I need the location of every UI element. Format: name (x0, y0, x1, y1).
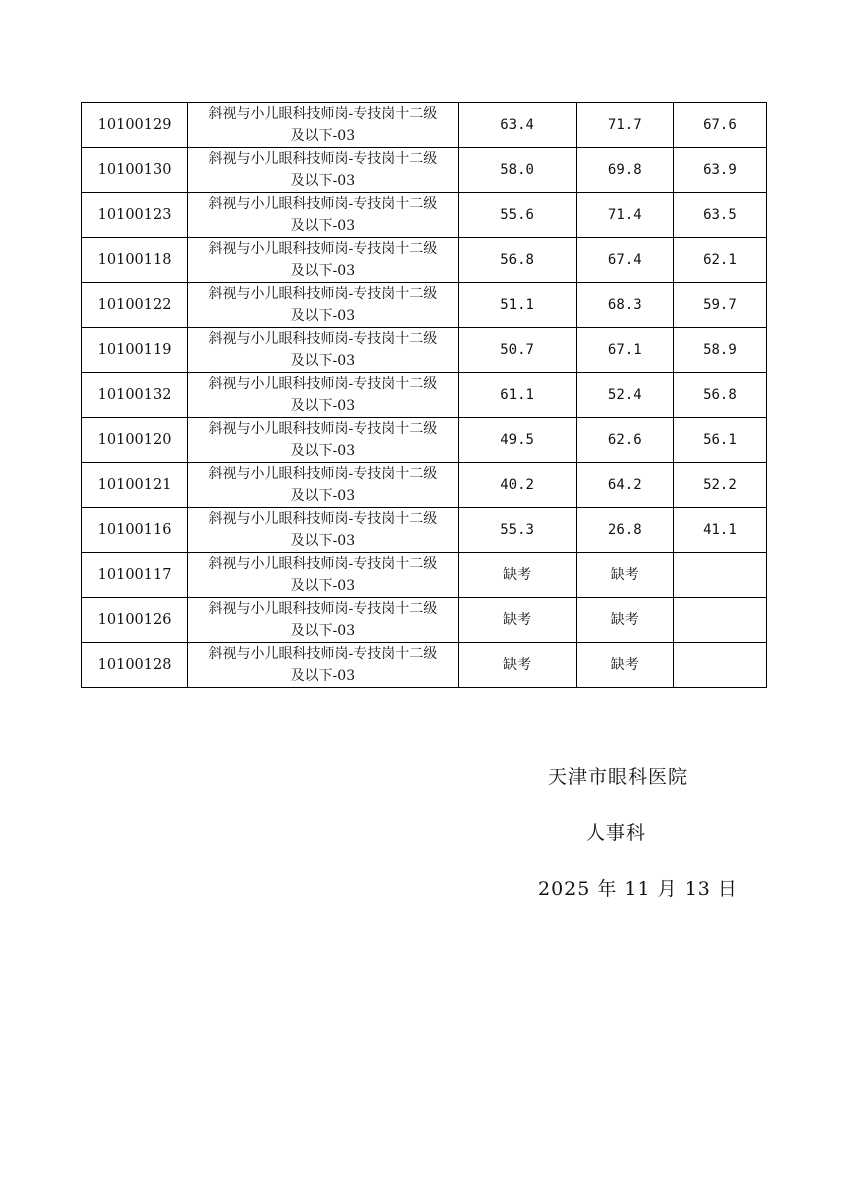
score-c-cell: 63.9 (673, 148, 766, 193)
table-row (82, 148, 767, 193)
post-name-line: 斜视与小儿眼科技师岗-专技岗十二级 (208, 241, 438, 257)
table-row (82, 643, 767, 688)
post-name-cell (188, 463, 458, 508)
candidate-id-cell: 10100126 (82, 598, 188, 643)
score-b-cell: 69.8 (576, 148, 673, 193)
candidate-id-cell: 10100120 (82, 418, 188, 463)
score-a-cell: 56.8 (458, 238, 576, 283)
score-a-cell: 61.1 (458, 373, 576, 418)
post-name-cell (188, 103, 458, 148)
post-name-line: 及以下-03 (290, 173, 356, 189)
post-name-line: 斜视与小儿眼科技师岗-专技岗十二级 (208, 556, 438, 572)
post-name-line: 斜视与小儿眼科技师岗-专技岗十二级 (208, 376, 438, 392)
score-c-cell (673, 598, 766, 643)
post-name-line: 斜视与小儿眼科技师岗-专技岗十二级 (208, 421, 438, 437)
score-a-cell: 40.2 (458, 463, 576, 508)
score-b-cell: 67.1 (576, 328, 673, 373)
department-name: 人事科 (586, 822, 647, 844)
candidate-id-cell: 10100132 (82, 373, 188, 418)
post-name-line: 及以下-03 (290, 218, 356, 234)
candidate-id-cell: 10100123 (82, 193, 188, 238)
score-c-cell: 52.2 (673, 463, 766, 508)
post-name-cell (188, 193, 458, 238)
score-a-cell: 49.5 (458, 418, 576, 463)
post-name-line: 及以下-03 (290, 308, 356, 324)
score-c-cell: 41.1 (673, 508, 766, 553)
table-row (82, 373, 767, 418)
score-a-cell: 缺考 (458, 643, 576, 688)
post-name-cell (188, 283, 458, 328)
score-b-cell: 26.8 (576, 508, 673, 553)
score-c-cell: 67.6 (673, 103, 766, 148)
post-name-line: 斜视与小儿眼科技师岗-专技岗十二级 (208, 331, 438, 347)
candidate-id-cell: 10100122 (82, 283, 188, 328)
score-c-cell: 56.1 (673, 418, 766, 463)
score-table-body (82, 103, 767, 688)
score-a-cell: 58.0 (458, 148, 576, 193)
post-name-line: 斜视与小儿眼科技师岗-专技岗十二级 (208, 511, 438, 527)
score-b-cell: 62.6 (576, 418, 673, 463)
score-table (81, 102, 767, 688)
candidate-id-cell: 10100129 (82, 103, 188, 148)
table-row (82, 328, 767, 373)
table-row (82, 508, 767, 553)
post-name-line: 及以下-03 (290, 398, 356, 414)
score-b-cell: 71.4 (576, 193, 673, 238)
post-name-line: 及以下-03 (290, 623, 356, 639)
score-c-cell: 62.1 (673, 238, 766, 283)
post-name-cell (188, 328, 458, 373)
post-name-cell (188, 373, 458, 418)
score-a-cell: 55.3 (458, 508, 576, 553)
score-a-cell: 51.1 (458, 283, 576, 328)
post-name-line: 及以下-03 (290, 533, 356, 549)
post-name-cell (188, 238, 458, 283)
score-c-cell (673, 553, 766, 598)
candidate-id-cell: 10100128 (82, 643, 188, 688)
score-c-cell: 58.9 (673, 328, 766, 373)
score-c-cell: 63.5 (673, 193, 766, 238)
post-name-line: 斜视与小儿眼科技师岗-专技岗十二级 (208, 646, 438, 662)
post-name-line: 斜视与小儿眼科技师岗-专技岗十二级 (208, 196, 438, 212)
post-name-cell (188, 508, 458, 553)
score-c-cell: 59.7 (673, 283, 766, 328)
score-a-cell: 50.7 (458, 328, 576, 373)
score-a-cell: 55.6 (458, 193, 576, 238)
post-name-line: 斜视与小儿眼科技师岗-专技岗十二级 (208, 286, 438, 302)
candidate-id-cell: 10100130 (82, 148, 188, 193)
score-a-cell: 63.4 (458, 103, 576, 148)
table-row (82, 283, 767, 328)
table-row (82, 238, 767, 283)
post-name-cell (188, 598, 458, 643)
post-name-line: 斜视与小儿眼科技师岗-专技岗十二级 (208, 106, 438, 122)
score-b-cell: 52.4 (576, 373, 673, 418)
score-b-cell: 缺考 (576, 553, 673, 598)
candidate-id-cell: 10100118 (82, 238, 188, 283)
score-b-cell: 71.7 (576, 103, 673, 148)
score-a-cell: 缺考 (458, 598, 576, 643)
post-name-line: 斜视与小儿眼科技师岗-专技岗十二级 (208, 466, 438, 482)
score-b-cell: 缺考 (576, 643, 673, 688)
post-name-line: 及以下-03 (290, 443, 356, 459)
table-row (82, 598, 767, 643)
post-name-line: 斜视与小儿眼科技师岗-专技岗十二级 (208, 601, 438, 617)
post-name-line: 及以下-03 (290, 128, 356, 144)
post-name-line: 及以下-03 (290, 263, 356, 279)
score-b-cell: 缺考 (576, 598, 673, 643)
score-b-cell: 64.2 (576, 463, 673, 508)
candidate-id-cell: 10100116 (82, 508, 188, 553)
post-name-line: 斜视与小儿眼科技师岗-专技岗十二级 (208, 151, 438, 167)
table-row (82, 103, 767, 148)
candidate-id-cell: 10100117 (82, 553, 188, 598)
post-name-cell (188, 148, 458, 193)
score-b-cell: 67.4 (576, 238, 673, 283)
table-row (82, 193, 767, 238)
issue-date: 2025 年 11 月 13 日 (538, 878, 738, 900)
post-name-cell (188, 418, 458, 463)
table-row (82, 418, 767, 463)
table-row (82, 463, 767, 508)
candidate-id-cell: 10100121 (82, 463, 188, 508)
candidate-id-cell: 10100119 (82, 328, 188, 373)
score-b-cell: 68.3 (576, 283, 673, 328)
post-name-cell (188, 553, 458, 598)
post-name-cell (188, 643, 458, 688)
score-a-cell: 缺考 (458, 553, 576, 598)
post-name-line: 及以下-03 (290, 353, 356, 369)
post-name-line: 及以下-03 (290, 488, 356, 504)
organization-name: 天津市眼科医院 (548, 766, 689, 788)
table-row (82, 553, 767, 598)
score-c-cell: 56.8 (673, 373, 766, 418)
score-c-cell (673, 643, 766, 688)
post-name-line: 及以下-03 (290, 578, 356, 594)
post-name-line: 及以下-03 (290, 668, 356, 684)
